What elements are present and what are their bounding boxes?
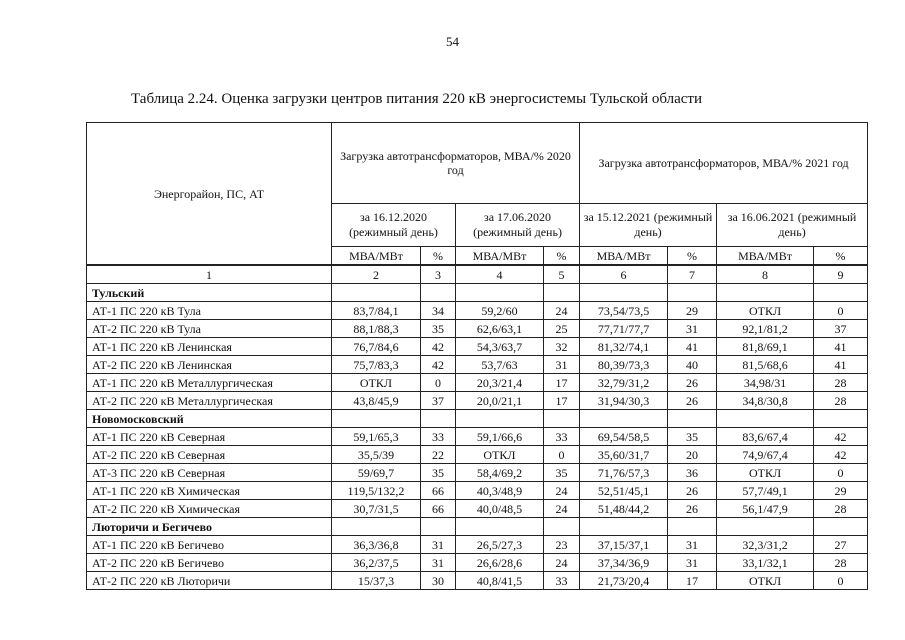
load-value: 37,34/36,9 [580,554,668,572]
unit-mva: МВА/МВт [580,247,668,266]
transformer-name: АТ-2 ПС 220 кВ Северная [87,446,332,464]
load-percent: 41 [814,338,868,356]
table-row [87,554,868,572]
empty-cell [421,410,456,428]
empty-cell [332,410,421,428]
unit-mva: МВА/МВт [717,247,814,266]
load-percent: 31 [668,554,717,572]
empty-cell [421,518,456,536]
empty-cell [456,518,544,536]
load-percent: 42 [421,338,456,356]
empty-cell [580,518,668,536]
load-value: 52,51/45,1 [580,482,668,500]
empty-cell [544,284,580,302]
load-value: 30,7/31,5 [332,500,421,518]
empty-cell [580,284,668,302]
empty-cell [717,518,814,536]
load-percent: 66 [421,482,456,500]
load-percent: 31 [421,554,456,572]
load-value: 81,5/68,6 [717,356,814,374]
load-percent: 24 [544,500,580,518]
empty-cell [580,410,668,428]
load-percent: 28 [814,392,868,410]
load-percent: 33 [544,428,580,446]
load-value: 57,7/49,1 [717,482,814,500]
load-percent: 0 [814,572,868,590]
load-value: 15/37,3 [332,572,421,590]
load-value: 26,5/27,3 [456,536,544,554]
group-name: Люторичи и Бегичево [87,518,332,536]
transformer-name: АТ-2 ПС 220 кВ Люторичи [87,572,332,590]
load-value: 75,7/83,3 [332,356,421,374]
load-percent: 28 [814,374,868,392]
load-value: 20,0/21,1 [456,392,544,410]
load-value: 26,6/28,6 [456,554,544,572]
load-percent: 25 [544,320,580,338]
load-value: 58,4/69,2 [456,464,544,482]
page-number: 54 [446,34,459,49]
load-value: 56,1/47,9 [717,500,814,518]
unit-pct: % [544,247,580,266]
load-percent: 35 [544,464,580,482]
empty-cell [814,284,868,302]
column-number: 4 [456,265,544,284]
table-row [87,338,868,356]
load-percent: 17 [544,374,580,392]
transformer-name: АТ-1 ПС 220 кВ Бегичево [87,536,332,554]
load-value: 59,1/65,3 [332,428,421,446]
load-percent: 24 [544,302,580,320]
load-value: 73,54/73,5 [580,302,668,320]
load-percent: 41 [814,356,868,374]
load-percent: 28 [814,500,868,518]
load-value: 35,5/39 [332,446,421,464]
load-percent: 42 [814,446,868,464]
column-numbers-row [87,265,868,284]
transformer-name: АТ-2 ПС 220 кВ Металлургическая [87,392,332,410]
load-value: 81,8/69,1 [717,338,814,356]
load-value: 54,3/63,7 [456,338,544,356]
transformer-name: АТ-2 ПС 220 кВ Ленинская [87,356,332,374]
load-table [86,122,868,590]
transformer-name: АТ-2 ПС 220 кВ Химическая [87,500,332,518]
load-value: 35,60/31,7 [580,446,668,464]
transformer-name: АТ-2 ПС 220 кВ Тула [87,320,332,338]
load-percent: 32 [544,338,580,356]
table-row [87,536,868,554]
column-number: 9 [814,265,868,284]
empty-cell [421,284,456,302]
header-date-3: за 15.12.2021 (режимный день) [580,204,717,247]
table-body [87,284,868,590]
load-value: 31,94/30,3 [580,392,668,410]
load-value: ОТКЛ [717,302,814,320]
column-number: 8 [717,265,814,284]
load-percent: 33 [544,572,580,590]
unit-pct: % [668,247,717,266]
table-row [87,302,868,320]
unit-mva: МВА/МВт [332,247,421,266]
load-value: 43,8/45,9 [332,392,421,410]
transformer-name: АТ-2 ПС 220 кВ Бегичево [87,554,332,572]
load-value: 36,2/37,5 [332,554,421,572]
table-row [87,392,868,410]
load-percent: 22 [421,446,456,464]
table-row [87,428,868,446]
unit-mva: МВА/МВт [456,247,544,266]
column-number: 6 [580,265,668,284]
load-percent: 41 [668,338,717,356]
table-row [87,356,868,374]
load-percent: 24 [544,554,580,572]
empty-cell [456,410,544,428]
header-date-1: за 16.12.2020 (режимный день) [332,204,456,247]
table-row [87,464,868,482]
load-value: 40,0/48,5 [456,500,544,518]
load-percent: 37 [421,392,456,410]
transformer-name: АТ-1 ПС 220 кВ Металлургическая [87,374,332,392]
unit-pct: % [814,247,868,266]
load-percent: 26 [668,374,717,392]
header-date-2: за 17.06.2020 (режимный день) [456,204,580,247]
group-name: Тульский [87,284,332,302]
header-date-4: за 16.06.2021 (режимный день) [717,204,868,247]
load-percent: 17 [668,572,717,590]
empty-cell [544,518,580,536]
load-percent: 35 [421,464,456,482]
empty-cell [332,284,421,302]
column-number: 2 [332,265,421,284]
load-percent: 26 [668,392,717,410]
empty-cell [717,284,814,302]
load-value: 80,39/73,3 [580,356,668,374]
load-percent: 36 [668,464,717,482]
load-value: 92,1/81,2 [717,320,814,338]
column-number: 1 [87,265,332,284]
load-percent: 17 [544,392,580,410]
transformer-name: АТ-3 ПС 220 кВ Северная [87,464,332,482]
load-value: 33,1/32,1 [717,554,814,572]
header-2020: Загрузка автотрансформаторов, МВА/% 2020 год [332,123,580,204]
table-row [87,482,868,500]
load-percent: 0 [421,374,456,392]
column-number: 5 [544,265,580,284]
load-value: ОТКЛ [717,464,814,482]
load-percent: 31 [421,536,456,554]
group-row [87,284,868,302]
load-percent: 35 [668,428,717,446]
load-value: 76,7/84,6 [332,338,421,356]
load-value: 51,48/44,2 [580,500,668,518]
empty-cell [544,410,580,428]
load-value: 59,1/66,6 [456,428,544,446]
load-value: 20,3/21,4 [456,374,544,392]
table-row [87,572,868,590]
header-region: Энергорайон, ПС, АТ [87,123,332,266]
load-percent: 37 [814,320,868,338]
empty-cell [668,410,717,428]
load-value: 37,15/37,1 [580,536,668,554]
load-value: 59,2/60 [456,302,544,320]
load-value: 71,76/57,3 [580,464,668,482]
transformer-name: АТ-1 ПС 220 кВ Химическая [87,482,332,500]
load-percent: 66 [421,500,456,518]
load-percent: 0 [814,302,868,320]
column-number: 3 [421,265,456,284]
load-value: 83,7/84,1 [332,302,421,320]
empty-cell [668,284,717,302]
empty-cell [717,410,814,428]
load-percent: 0 [544,446,580,464]
load-percent: 23 [544,536,580,554]
load-value: 59/69,7 [332,464,421,482]
load-percent: 24 [544,482,580,500]
transformer-name: АТ-1 ПС 220 кВ Северная [87,428,332,446]
load-value: 34,8/30,8 [717,392,814,410]
load-value: 32,3/31,2 [717,536,814,554]
load-value: 69,54/58,5 [580,428,668,446]
load-percent: 0 [814,464,868,482]
load-value: ОТКЛ [717,572,814,590]
load-percent: 29 [814,482,868,500]
load-percent: 29 [668,302,717,320]
load-percent: 31 [668,320,717,338]
load-value: 119,5/132,2 [332,482,421,500]
group-row [87,410,868,428]
load-value: 77,71/77,7 [580,320,668,338]
load-value: 83,6/67,4 [717,428,814,446]
load-value: ОТКЛ [456,446,544,464]
transformer-name: АТ-1 ПС 220 кВ Тула [87,302,332,320]
empty-cell [456,284,544,302]
empty-cell [814,518,868,536]
load-percent: 28 [814,554,868,572]
load-value: 32,79/31,2 [580,374,668,392]
load-value: 62,6/63,1 [456,320,544,338]
load-percent: 20 [668,446,717,464]
load-value: 40,3/48,9 [456,482,544,500]
load-percent: 35 [421,320,456,338]
load-percent: 40 [668,356,717,374]
load-value: 88,1/88,3 [332,320,421,338]
transformer-name: АТ-1 ПС 220 кВ Ленинская [87,338,332,356]
load-value: 21,73/20,4 [580,572,668,590]
group-name: Новомосковский [87,410,332,428]
load-percent: 33 [421,428,456,446]
load-percent: 42 [814,428,868,446]
load-percent: 27 [814,536,868,554]
load-percent: 31 [544,356,580,374]
load-value: 36,3/36,8 [332,536,421,554]
table-title: Таблица 2.24. Оценка загрузки центров питания 220 кВ энергосистемы Тульской области [131,91,703,107]
column-number: 7 [668,265,717,284]
table-row [87,374,868,392]
group-row [87,518,868,536]
load-percent: 31 [668,536,717,554]
header-2021: Загрузка автотрансформаторов, МВА/% 2021 год [580,123,868,204]
table-row [87,320,868,338]
load-value: 34,98/31 [717,374,814,392]
load-value: 74,9/67,4 [717,446,814,464]
table-row [87,446,868,464]
empty-cell [668,518,717,536]
empty-cell [814,410,868,428]
load-percent: 26 [668,482,717,500]
table-row [87,500,868,518]
load-percent: 42 [421,356,456,374]
unit-pct: % [421,247,456,266]
load-value: ОТКЛ [332,374,421,392]
empty-cell [332,518,421,536]
load-percent: 26 [668,500,717,518]
load-value: 53,7/63 [456,356,544,374]
load-value: 40,8/41,5 [456,572,544,590]
load-percent: 30 [421,572,456,590]
load-percent: 34 [421,302,456,320]
load-value: 81,32/74,1 [580,338,668,356]
